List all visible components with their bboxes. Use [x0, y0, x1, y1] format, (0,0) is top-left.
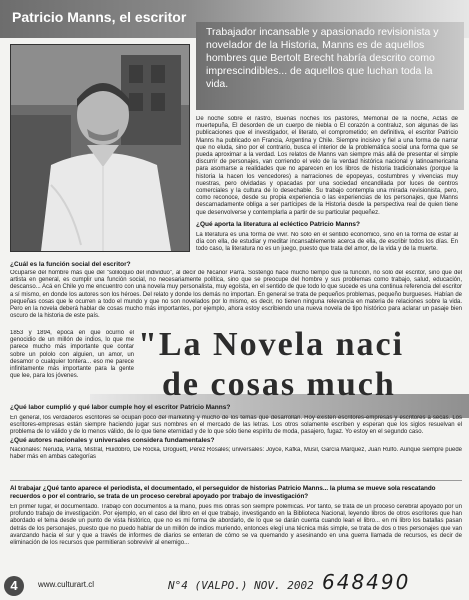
page-number: 4: [4, 576, 24, 596]
author-photo: [10, 44, 190, 252]
author-photo-image: [11, 45, 189, 251]
body-paragraph-6: Nacionales: Neruda, Parra, Mistral, Huidobro, De Rocka, Droguett, Pérez Rosales; universales: Joyce, Kafka, Musil, García Márquez, Juan Rulfo. Aunque siempre puede haber más en ambas categorías: [10, 447, 462, 461]
body-paragraph-3: Ocuparse del hombre más que del "soliloquio del individuo", al decir de Nicanor Parra. Sostengo hace mucho tiempo que la función, no sólo del escritor, sino que del artista en general, es cumplir una función social, no necesariamente política, sino que se preocupe del hombre y sus problemas como trabajo, salud, educación, descanso... Acá en Chile yo me encuentro con una novela muy personalista, muy egoísta, en el sentido de que todo lo que sucede es una continua referencia del escritor a sí mismo, en donde los autores son los héroes. Del relato y donde los demás no importan. En general se trata de pequeños problemas, pequeño burgueses. Habían de pequeñas cosas que le ocurren a todo el mundo y que no son novelados por lo mismo, es decir, no tienen ninguna relevancia en materia de relaciones sobre la vida. Pero en la novela deberá hablar de cosas mucho más importantes, por ejemplo, ahora estoy escribiendo una nueva novela de tipo histórico para aclarar un pasaje bien oscuro de la historia de este país.: [10, 270, 462, 320]
question-3: ¿Qué labor cumplió y qué labor cumple hoy el escritor Patricio Manns?: [10, 404, 231, 411]
page-footer: [0, 570, 469, 600]
question-2: ¿Cuál es la función social del escritor?: [10, 261, 131, 268]
pull-quote-line-1: "La Novela naci: [138, 326, 405, 363]
body-paragraph-2: La literatura es una forma de vivir. No sólo en el sentido económico, sino en la forma de estar al día con ella, de estudiar y meditar incansablemente acerca de ella, de escribir todos los días. En todo caso, la literatura no es un juego, puesto que trata del amor, de la vida y de la muerte.: [196, 232, 458, 253]
section-divider: [10, 480, 462, 481]
body-paragraph-4: 1853 y 1894, época en que ocurrió el genocidio de un millón de indios, lo que me parece mucho más importante que contar sobre un pololo con alguien, un amor, un desamor o cualquier tontera... eso me parece infinitamente más importante para la gente que lee, para los jóvenes.: [10, 330, 134, 380]
lead-paragraph: Trabajador incansable y apasionado revisionista y novelador de la Historia, Manns es de aquellos hombres que Bertolt Brecht habría descrito como imprescindibles... de aquellos que luchan toda la vida.: [206, 26, 439, 90]
handwritten-code: 648490: [322, 570, 411, 594]
question-1: ¿Qué aporta la literatura al ecléctico Patricio Manns?: [196, 221, 360, 228]
pull-quote-line-2: de cosas much: [162, 366, 396, 403]
question-5: Al trabajar ¿Qué tanto aparece el periodista, el documentado, el perseguidor de historias Patricio Manns... la pluma se mueve sola rescatando recuerdos o por el contrario, se trata de un proceso cerebral apoyado por trabajo de investigación?: [10, 485, 436, 500]
footer-website: www.culturart.cl: [38, 580, 95, 589]
body-paragraph-5: En general, los verdaderos escritores se ocupan poco del marketing y mucho de los temas que desarrollan. Hoy existen escritores-empresas y escritores a secas. Los escritores-empresas están siempre haciendo jugar sus nombres en el mercado de las letras. Los otros solamente escriben y esperan que los siglos resuelvan el problema de lo válido y de lo menos válido, de lo que tiene eternidad y de lo que sólo tiene espíritu de moda, pasajero, fugaz. Yo estoy en el segundo caso.: [10, 415, 462, 436]
body-paragraph-1: De noche sobre el rastro, Buenas noches los pastores, Memorial de la noche, Actas de muertepuña, El desorden de un cuerpo de niebla o El corazón a contraluz, son algunas de las publicaciones que el investigador, el literato, el comprometido; en definitiva, el escritor Patricio Manns ha publicado en Francia, Argentina y Chile. Siempre incisivo y fiel a una forma de narrar que no eluda, sino por el contrario, busca el interior de la problemática social una forma que se pueda aproximar a la verdad. Los relatos de Manns van siempre más allá de presentar el simple discurrir de personajes, van corriendo el velo de la verdad histórica nacional y latinoamericana para asomarse a realidades que no aparecen en los libros de historia tradicionales (porque la historia la hacen los vencedores) a narraciones de epopeyas, costumbres y vivencias muy nuestras, pero olvidadas y opacadas por una sociedad encandilada por luces de centros comerciales y la cultura de lo desechable. Su trabajo contempla una mirada revisionista, pero, como reconoce, desde su propia experiencia o las experiencias de los personajes, que Manns descarnadamente obliga a ser partícipes de la Historia desde la perspectiva real de quien tiene que desenvolverse y contemplarla a partir de su particular pequeñez.: [196, 116, 458, 216]
handwritten-issue-note: N°4 (VALPO.) NOV. 2002: [168, 579, 314, 592]
page-title: Patricio Manns, el escritor: [12, 9, 187, 25]
question-4: ¿Qué autores nacionales y universales considera fundamentales?: [10, 437, 215, 444]
body-paragraph-7: En primer lugar, el documentado. Trabajo con documentos a la mano, pues mis obras son siempre polémicas. Por tanto, se trata de un proceso cerebral apoyado por un profundo trabajo de investigación. Por ejemplo, en el caso del libro en el que trabajo, investigando en la Biblioteca Nacional, leyendo libros de otros escritores que han abordado el tema desde un punto de vista histórico, que no es mi forma de abordarlo, de lo que se darán cuenta cuando lean el libro... en mi libro los batallas pasan detrás de los personajes, puesto que no puedo hablar de un millón de indios muriendo, entonces elegí una técnica más simple, se trata de dos o tres personajes que van avanzando hacia el sur y que a través de informes de diarios se enteran de cómo se va quemando y asesinando en una guerra llamada de recursos, es decir de eliminación de los recursos que permitieran sobrevivir al enemigo...: [10, 504, 462, 547]
